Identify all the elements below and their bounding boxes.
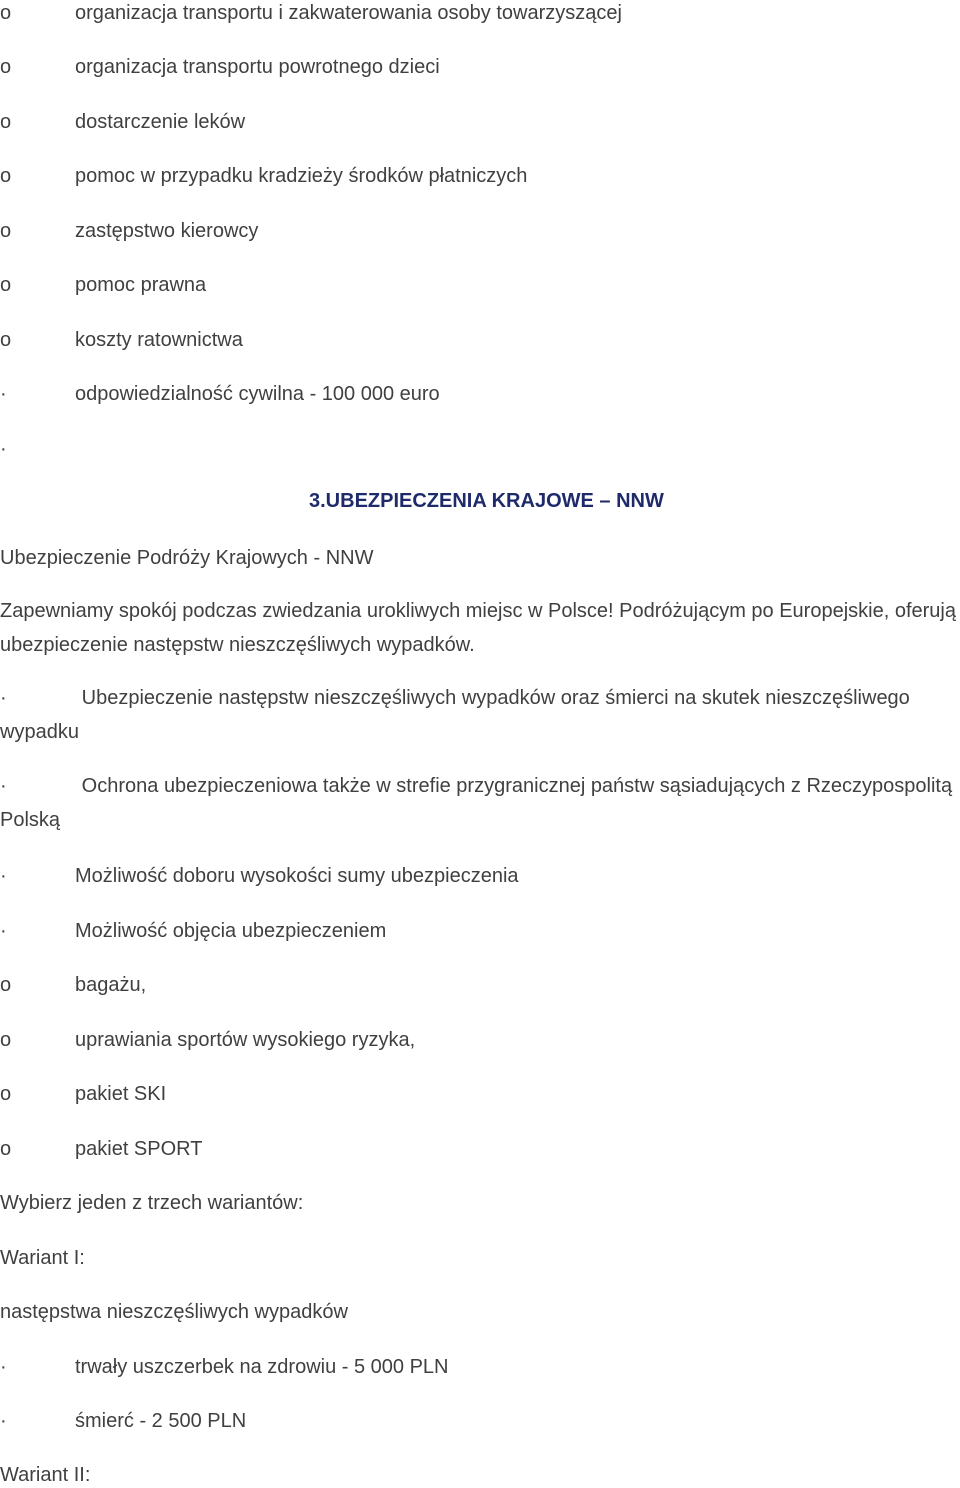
list-marker: o bbox=[0, 329, 12, 351]
list-marker: · bbox=[0, 383, 7, 405]
feature-item bbox=[0, 681, 960, 749]
list-marker: · bbox=[0, 438, 7, 460]
list-marker: o bbox=[0, 56, 12, 78]
list-marker: o bbox=[0, 111, 12, 133]
feature-item-text: bagażu, bbox=[75, 974, 147, 996]
feature-item-text: Możliwość objęcia ubezpieczeniem bbox=[75, 920, 387, 942]
feature-item-text: Ubezpieczenie następstw nieszczęśliwych wypadków oraz śmierci na skutek nieszczęśliwego wypadku bbox=[0, 687, 910, 743]
list-marker: o bbox=[0, 220, 12, 242]
list-marker: · bbox=[0, 775, 7, 797]
list-marker: · bbox=[0, 865, 7, 887]
list-marker: o bbox=[0, 2, 12, 24]
variant-item-text: trwały uszczerbek na zdrowiu - 5 000 PLN bbox=[75, 1356, 449, 1378]
feature-item-text: Ochrona ubezpieczeniowa także w strefie przygranicznej państw sąsiadujących z Rzeczypospolitą Polską bbox=[0, 775, 953, 831]
product-name-text: Ubezpieczenie Podróży Krajowych - NNW bbox=[0, 547, 374, 569]
feature-item-text: pakiet SKI bbox=[75, 1083, 167, 1105]
list-item-text: pomoc w przypadku kradzieży środków płatniczych bbox=[75, 165, 528, 187]
list-item-text: pomoc prawna bbox=[75, 274, 207, 296]
list-marker: o bbox=[0, 1138, 12, 1160]
list-item-text: zastępstwo kierowcy bbox=[75, 220, 259, 242]
feature-item-text: Możliwość doboru wysokości sumy ubezpieczenia bbox=[75, 865, 519, 887]
list-marker: o bbox=[0, 1083, 12, 1105]
variant-subtitle-text: następstwa nieszczęśliwych wypadków bbox=[0, 1301, 348, 1323]
list-item-text: odpowiedzialność cywilna - 100 000 euro bbox=[75, 383, 440, 405]
list-marker: o bbox=[0, 1029, 12, 1051]
list-item-text: koszty ratownictwa bbox=[75, 329, 243, 351]
section-heading: 3.UBEZPIECZENIA KRAJOWE – NNW bbox=[309, 490, 664, 512]
list-marker: · bbox=[0, 920, 7, 942]
feature-item-text: pakiet SPORT bbox=[75, 1138, 203, 1160]
list-marker: · bbox=[0, 1356, 7, 1378]
list-marker: o bbox=[0, 165, 12, 187]
variant-title-text: Wariant II: bbox=[0, 1464, 91, 1486]
list-marker: · bbox=[0, 1410, 7, 1432]
list-item-text: organizacja transportu i zakwaterowania osoby towarzyszącej bbox=[75, 2, 622, 24]
list-marker: o bbox=[0, 274, 12, 296]
variant-item-text: śmierć - 2 500 PLN bbox=[75, 1410, 247, 1432]
list-marker: o bbox=[0, 974, 12, 996]
feature-item-text: uprawiania sportów wysokiego ryzyka, bbox=[75, 1029, 416, 1051]
intro-paragraph: Zapewniamy spokój podczas zwiedzania urokliwych miejsc w Polsce! Podróżującym po Europejskie, oferują ubezpieczenie następstw nieszczęśliwych wypadków. bbox=[0, 600, 956, 656]
list-item-text: dostarczenie leków bbox=[75, 111, 246, 133]
variant-title-text: Wariant I: bbox=[0, 1247, 85, 1269]
list-marker: · bbox=[0, 687, 7, 709]
choose-variant-text: Wybierz jeden z trzech wariantów: bbox=[0, 1192, 304, 1214]
feature-item bbox=[0, 769, 960, 837]
list-item-text: organizacja transportu powrotnego dzieci bbox=[75, 56, 440, 78]
